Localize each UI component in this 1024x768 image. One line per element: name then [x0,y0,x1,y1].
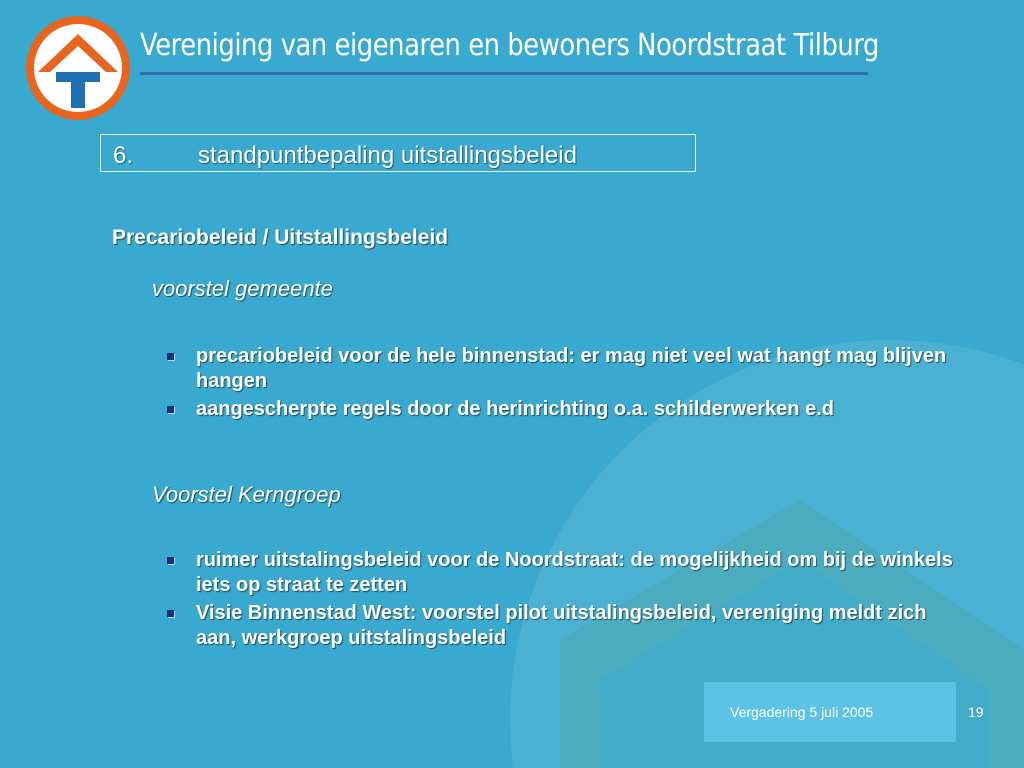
bullet-list-kerngroep [162,548,962,654]
section-number: 6. [113,142,134,169]
list-item [162,397,962,422]
slide-heading: Precariobeleid / Uitstallingsbeleid [112,226,449,249]
bullet-list-gemeente [162,344,962,425]
bullet-square-icon [167,406,174,413]
page-number: 19 [968,704,984,720]
bullet-square-icon [167,557,174,564]
bullet-square-icon [167,610,174,617]
subheading-voorstel-kerngroep: Voorstel Kerngroep [152,482,341,507]
footer-date: Vergadering 5 juli 2005 [730,704,874,720]
section-title: standpuntbepaling uitstallingsbeleid [198,142,577,169]
bullet-text: precariobeleid voor de hele binnenstad: er mag niet veel wat hangt mag blijven hangen [196,345,947,392]
organization-title: Vereniging van eigenaren en bewoners Noordstraat Tilburg [140,28,880,63]
title-divider [140,72,868,75]
list-item [162,344,962,394]
bullet-square-icon [167,353,174,360]
section-title-box [100,134,696,172]
subheading-voorstel-gemeente: voorstel gemeente [152,276,333,301]
bullet-text: aangescherpte regels door de herinrichting o.a. schilderwerken e.d [196,398,834,420]
list-item [162,548,962,598]
list-item [162,601,962,651]
bullet-text: ruimer uitstalingsbeleid voor de Noordstraat: de mogelijkheid om bij de winkels iets op straat te zetten [196,549,953,596]
roof-t-logo-icon [24,14,132,122]
bullet-text: Visie Binnenstad West: voorstel pilot uitstalingsbeleid, vereniging meldt zich aan, werkgroep uitstalingsbeleid [196,602,927,649]
